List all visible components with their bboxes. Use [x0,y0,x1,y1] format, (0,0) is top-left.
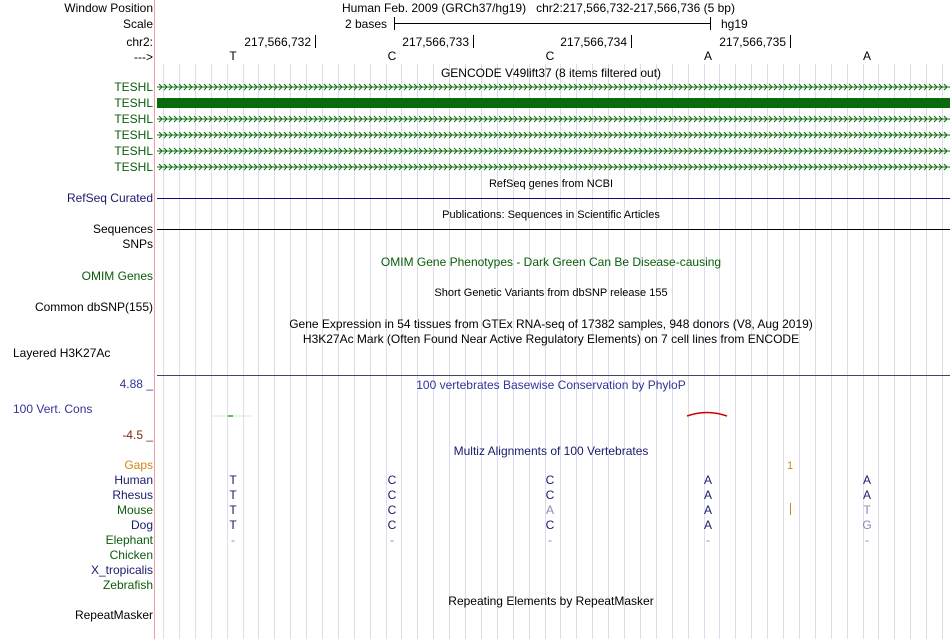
chr-label: chr2: [126,35,153,49]
gap-mark: 1 [787,460,794,472]
publications-track-line[interactable] [157,229,950,230]
strand-label: ---> [134,50,153,64]
scale-bar-left-tick [394,17,395,30]
omim-label[interactable]: OMIM Genes [81,269,153,283]
species-label[interactable]: X_tropicalis [90,563,153,577]
reference-base: A [862,49,872,63]
aligned-base: - [390,533,394,547]
scale-bar-right-tick [710,17,711,30]
mouse-insert-mark [790,503,791,515]
position-readout: chr2:217,566,732-217,566,736 (5 bp) [536,1,735,15]
db-name: hg19 [721,17,748,31]
scale-text: 2 bases [345,17,388,31]
label-divider [154,0,155,639]
aligned-base: C [387,518,397,532]
ruler-coordinate: 217,566,732 [244,35,311,49]
omim-title: OMIM Gene Phenotypes - Dark Green Can Be Disease-causing [380,255,722,269]
ruler-tick [790,35,791,48]
scale-label: Scale [122,17,153,31]
aligned-base: - [548,533,552,547]
conservation-title: 100 vertebrates Basewise Conservation by PhyloP [416,378,686,392]
aligned-base: - [231,533,235,547]
cons-min-label: -4.5 _ [122,428,153,442]
reference-base: A [703,49,713,63]
dbsnp-title: Short Genetic Variants from dbSNP release 155 [434,287,668,299]
window-position-label: Window Position [64,1,153,15]
gencode-title: GENCODE V49lift37 (8 items filtered out) [440,66,662,80]
gtex-title: Gene Expression in 54 tissues from GTEx RNA-seq of 17382 samples, 948 donors (V8, Aug 2019) [289,317,813,331]
ruler-tick [631,35,632,48]
gencode-transcript-label[interactable]: TESHL [114,112,153,126]
cons-max-label: 4.88 _ [119,377,153,391]
aligned-base: - [865,533,869,547]
reference-base: C [387,49,397,63]
dbsnp-label[interactable]: Common dbSNP(155) [34,300,153,314]
aligned-base: A [703,488,713,502]
aligned-base: T [229,518,237,532]
ruler-coordinate: 217,566,733 [402,35,469,49]
species-label[interactable]: Mouse [116,503,153,517]
species-label[interactable]: Dog [130,518,153,532]
aligned-base: C [545,488,555,502]
gencode-transcript-label[interactable]: TESHL [114,96,153,110]
aligned-base: C [387,503,397,517]
gencode-transcript[interactable] [157,114,950,124]
reference-base: T [229,49,237,63]
repeatmasker-label[interactable]: RepeatMasker [74,608,153,622]
ruler-tick [473,35,474,48]
refseq-track-line[interactable] [157,198,950,199]
aligned-base: A [545,503,555,517]
reference-base: C [545,49,555,63]
h3k27ac-baseline [157,375,950,376]
snps-label[interactable]: SNPs [122,237,153,251]
species-label[interactable]: Zebrafish [102,578,153,592]
refseq-title: RefSeq genes from NCBI [488,178,614,190]
h3k27ac-title: H3K27Ac Mark (Often Found Near Active Regulatory Elements) on 7 cell lines from ENCODE [302,332,800,346]
conservation-graph[interactable] [157,405,950,421]
aligned-base: C [387,488,397,502]
aligned-base: A [862,488,872,502]
gencode-transcript-label[interactable]: TESHL [114,160,153,174]
aligned-base: G [862,518,872,532]
cons-mark-red [687,413,727,417]
gencode-transcript[interactable] [157,98,950,108]
refseq-label[interactable]: RefSeq Curated [66,191,153,205]
aligned-base: T [229,473,237,487]
gencode-transcript[interactable] [157,82,950,92]
gencode-transcript-label[interactable]: TESHL [114,144,153,158]
species-label[interactable]: Elephant [105,533,153,547]
aligned-base: T [863,503,871,517]
publications-title: Publications: Sequences in Scientific Articles [442,209,660,221]
repeatmasker-title: Repeating Elements by RepeatMasker [448,594,654,608]
gencode-transcript-label[interactable]: TESHL [114,80,153,94]
aligned-base: C [387,473,397,487]
gaps-label[interactable]: Gaps [124,458,153,472]
aligned-base: - [706,533,710,547]
aligned-base: T [229,503,237,517]
aligned-base: C [545,473,555,487]
ruler-coordinate: 217,566,734 [560,35,627,49]
species-label[interactable]: Chicken [109,548,153,562]
scale-bar [394,23,711,24]
aligned-base: A [703,518,713,532]
assembly-title: Human Feb. 2009 (GRCh37/hg19) chr2:217,566,732-217,566,736 (5 bp) [342,1,735,15]
ruler-tick [315,35,316,48]
conservation-label[interactable]: 100 Vert. Cons [13,402,93,416]
species-label[interactable]: Human [114,473,153,487]
aligned-base: T [229,488,237,502]
gencode-transcript-label[interactable]: TESHL [114,128,153,142]
multiz-title: Multiz Alignments of 100 Vertebrates [453,444,649,458]
ruler-coordinate: 217,566,735 [719,35,786,49]
aligned-base: A [703,473,713,487]
species-label[interactable]: Rhesus [112,488,153,502]
gencode-transcript[interactable] [157,162,950,172]
h3k27ac-label[interactable]: Layered H3K27Ac [13,346,111,360]
gencode-transcript[interactable] [157,146,950,156]
aligned-base: C [545,518,555,532]
aligned-base: A [862,473,872,487]
sequences-label[interactable]: Sequences [92,222,153,236]
gencode-transcript[interactable] [157,130,950,140]
aligned-base: A [703,503,713,517]
